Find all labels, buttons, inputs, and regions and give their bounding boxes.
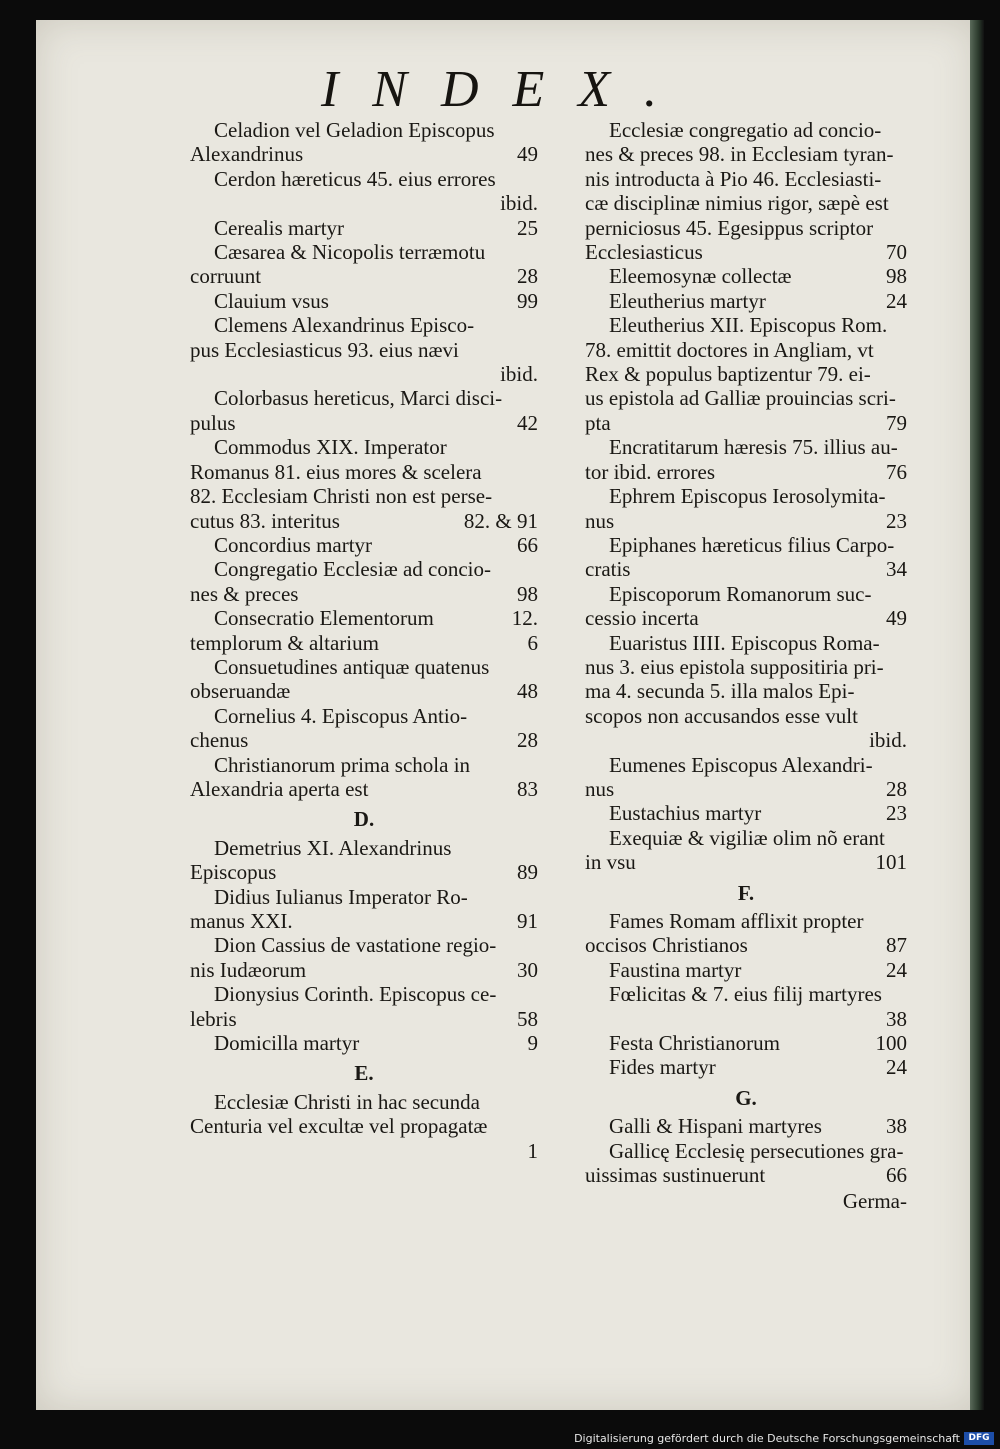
index-entry-line	[190, 362, 538, 386]
page-reference: 79	[886, 410, 907, 435]
index-entry-line	[585, 958, 907, 982]
section-letter: F.	[737, 880, 755, 905]
section-letter: E.	[354, 1061, 374, 1086]
page-edge	[970, 20, 984, 1410]
page-reference: 49	[886, 606, 907, 631]
entry-text: Demetrius XI. Alexandrinus	[214, 835, 452, 860]
index-entry-line	[585, 1139, 907, 1163]
index-entry	[585, 264, 907, 288]
index-entry-line	[190, 435, 538, 459]
entry-text: templorum & altarium	[190, 630, 379, 655]
entry-text: Dion Cassius de vastatione regio-	[214, 933, 497, 958]
index-entry	[190, 386, 538, 435]
entry-text: Colorbasus hereticus, Marci disci-	[214, 386, 503, 411]
entry-text: ma 4. secunda 5. illa malos Epi-	[585, 679, 855, 704]
index-entry-line	[190, 289, 538, 313]
index-entry	[190, 704, 538, 753]
entry-text: corruunt	[190, 264, 262, 289]
entry-text: scopos non accusandos esse vult	[585, 703, 858, 728]
index-entry	[190, 933, 538, 982]
index-entry-line	[190, 728, 538, 752]
page-reference: 38	[886, 1006, 907, 1031]
index-entry-line	[585, 777, 907, 801]
entry-text: Celadion vel Geladion Episcopus	[214, 118, 495, 142]
entry-text: us epistola ad Galliæ prouincias scri-	[585, 386, 896, 411]
index-column-left	[190, 118, 538, 1163]
entry-text: Christianorum prima schola in	[214, 752, 471, 777]
index-entry	[190, 836, 538, 885]
index-entry-line	[190, 909, 538, 933]
entry-text: Ecclesiæ Christi in hac secunda	[214, 1089, 480, 1114]
catchword: Germa-	[842, 1189, 907, 1214]
index-entry	[190, 240, 538, 289]
index-entry	[585, 753, 907, 802]
index-entry-line	[585, 142, 907, 166]
dfg-logo: DFG	[964, 1432, 994, 1445]
page-reference: 100	[875, 1031, 907, 1056]
index-entry	[585, 533, 907, 582]
entry-text: Consecratio Elementorum	[214, 606, 434, 631]
page-reference: 28	[517, 264, 538, 289]
index-entry-line	[585, 557, 907, 581]
entry-text: nes & preces	[190, 581, 299, 606]
entry-text: obseruandæ	[190, 679, 291, 704]
index-entry-line	[585, 606, 907, 630]
index-entry-line	[190, 1090, 538, 1114]
page-reference: 25	[517, 215, 538, 240]
index-entry-line	[585, 801, 907, 825]
index-entry	[585, 582, 907, 631]
page-reference: ibid.	[500, 191, 538, 216]
index-entry-line	[585, 1007, 907, 1031]
entry-text: perniciosus 45. Egesippus scriptor	[585, 215, 874, 240]
page-reference: 9	[527, 1031, 538, 1056]
entry-text: Epiphanes hæreticus filius Carpo-	[609, 532, 895, 557]
page-reference: 99	[517, 288, 538, 313]
index-entry	[585, 289, 907, 313]
index-entry-line	[190, 582, 538, 606]
index-entry-line	[190, 836, 538, 860]
index-entry-line	[190, 533, 538, 557]
entry-text: Clemens Alexandrinus Episco-	[214, 313, 475, 338]
entry-text: Cornelius 4. Episcopus Antio-	[214, 703, 468, 728]
index-entry-line	[585, 679, 907, 703]
index-entry-line	[585, 826, 907, 850]
index-entry-line	[585, 484, 907, 508]
index-entry-line	[190, 557, 538, 581]
book-page	[36, 20, 976, 1410]
entry-text: Consuetudines antiquæ quatenus	[214, 654, 490, 679]
index-entry	[190, 655, 538, 704]
page-reference: 82. & 91	[463, 508, 538, 533]
index-entry	[585, 1031, 907, 1055]
entry-text: Centuria vel excultæ vel propagatæ	[190, 1114, 488, 1139]
index-entry	[190, 313, 538, 386]
entry-text: Faustina martyr	[609, 957, 742, 982]
index-entry-line	[585, 582, 907, 606]
index-entry	[190, 982, 538, 1031]
index-entry	[585, 118, 907, 264]
index-entry	[190, 216, 538, 240]
page-reference: 23	[886, 508, 907, 533]
index-entry	[585, 313, 907, 435]
index-entry-line	[585, 118, 907, 142]
entry-text: pta	[585, 410, 611, 435]
page-reference: ibid.	[500, 362, 538, 387]
entry-text: tor ibid. errores	[585, 459, 716, 484]
index-entry-line	[190, 484, 538, 508]
entry-text: Fœlicitas & 7. eius filij martyres	[609, 982, 882, 1007]
index-entry	[585, 435, 907, 484]
index-entry	[190, 606, 538, 655]
entry-text: Congregatio Ecclesiæ ad concio-	[214, 557, 491, 582]
index-entry	[190, 289, 538, 313]
page-reference: 30	[517, 957, 538, 982]
index-entry-line	[190, 753, 538, 777]
entry-text: Fames Romam afflixit propter	[609, 909, 864, 933]
entry-text: Festa Christianorum	[609, 1031, 780, 1056]
entry-text: Eleutherius martyr	[609, 288, 766, 313]
index-entry	[190, 1090, 538, 1163]
index-entry-line	[585, 533, 907, 557]
entry-text: nis introducta à Pio 46. Ecclesiasti-	[585, 166, 882, 191]
entry-text: Gallicę Ecclesię persecutiones gra-	[609, 1138, 904, 1163]
index-entry-line	[585, 655, 907, 679]
index-entry-line	[190, 460, 538, 484]
entry-text: nis Iudæorum	[190, 957, 307, 982]
entry-text: Eumenes Episcopus Alexandri-	[609, 752, 873, 777]
index-entry-line	[585, 362, 907, 386]
index-entry	[585, 631, 907, 753]
index-entry-line	[585, 1114, 907, 1138]
page-reference: 34	[886, 557, 907, 582]
entry-text: nus	[585, 776, 615, 801]
index-entry-line	[585, 216, 907, 240]
page-reference: 42	[517, 410, 538, 435]
index-column-right	[585, 118, 907, 1214]
index-entry-line	[585, 289, 907, 313]
page-heading: INDEX.	[320, 61, 692, 118]
index-entry-line	[585, 1055, 907, 1079]
index-entry-line	[585, 435, 907, 459]
page-reference: 28	[886, 776, 907, 801]
entry-text: Episcoporum Romanorum suc-	[609, 581, 872, 606]
entry-text: cæ disciplinæ nimius rigor, sæpè est	[585, 191, 889, 216]
index-entry-line	[585, 704, 907, 728]
page-reference: 24	[886, 1055, 907, 1080]
footer-funding-note: Digitalisierung gefördert durch die Deutsche Forschungsgemeinschaft	[574, 1432, 960, 1445]
index-entry	[190, 1031, 538, 1055]
index-entry-line	[190, 411, 538, 435]
page-reference: 49	[517, 142, 538, 167]
entry-text: pus Ecclesiasticus 93. eius nævi	[190, 337, 459, 362]
entry-text: Cerealis martyr	[214, 215, 345, 240]
entry-text: Rex & populus baptizentur 79. ei-	[585, 362, 871, 387]
index-entry-line	[585, 264, 907, 288]
entry-text: Concordius martyr	[214, 532, 373, 557]
entry-text: Dionysius Corinth. Episcopus ce-	[214, 982, 497, 1007]
entry-text: Alexandria aperta est	[190, 776, 369, 801]
index-entry-line	[585, 509, 907, 533]
index-entry-line	[190, 338, 538, 362]
entry-text: Ephrem Episcopus Ierosolymita-	[609, 484, 886, 509]
page-reference: 66	[517, 532, 538, 557]
entry-text: Ecclesiæ congregatio ad concio-	[609, 118, 882, 142]
page-reference: 98	[886, 264, 907, 289]
index-entry-line	[585, 753, 907, 777]
page-reference: 6	[527, 630, 538, 655]
index-entry	[190, 118, 538, 167]
entry-text: Domicilla martyr	[214, 1031, 360, 1056]
index-entry-line	[190, 606, 538, 630]
page-reference: 23	[886, 801, 907, 826]
index-entry-line	[585, 411, 907, 435]
entry-text: cessio incerta	[585, 606, 699, 631]
index-entry-line	[190, 1007, 538, 1031]
entry-text: Clauium vsus	[214, 288, 329, 313]
page-reference: 24	[886, 957, 907, 982]
entry-text: Episcopus	[190, 860, 277, 885]
entry-text: Commodus XIX. Imperator	[214, 435, 447, 460]
index-entry-line	[190, 191, 538, 215]
index-entry	[585, 982, 907, 1031]
entry-text: manus XXI.	[190, 909, 293, 933]
index-entry-line	[190, 631, 538, 655]
entry-text: Encratitarum hæresis 75. illius au-	[609, 435, 898, 460]
entry-text: pulus	[190, 410, 236, 435]
index-entry	[190, 885, 538, 934]
entry-text: 82. Ecclesiam Christi non est perse-	[190, 484, 493, 509]
index-entry-line	[585, 460, 907, 484]
index-entry-line	[190, 240, 538, 264]
entry-text: nes & preces 98. in Ecclesiam tyran-	[585, 142, 894, 167]
index-entry-line	[585, 1163, 907, 1187]
index-entry-line	[190, 860, 538, 884]
entry-text: Didius Iulianus Imperator Ro-	[214, 884, 468, 909]
entry-text: 78. emittit doctores in Angliam, vt	[585, 337, 874, 362]
index-entry-line	[190, 167, 538, 191]
index-entry	[190, 557, 538, 606]
index-entry-line	[585, 1031, 907, 1055]
index-entry-line	[190, 933, 538, 957]
index-entry	[585, 909, 907, 958]
index-entry-line	[190, 885, 538, 909]
index-entry	[585, 826, 907, 875]
index-entry-line	[190, 264, 538, 288]
entry-text: Romanus 81. eius mores & scelera	[190, 459, 482, 484]
entry-text: lebris	[190, 1006, 237, 1031]
entry-text: Cæsarea & Nicopolis terræmotu	[214, 240, 486, 265]
entry-text: Eleemosynæ collectæ	[609, 264, 792, 289]
index-entry-line	[190, 1031, 538, 1055]
page-reference: 66	[886, 1163, 907, 1188]
index-entry	[585, 484, 907, 533]
entry-text: Fides martyr	[609, 1055, 716, 1080]
entry-text: occisos Christianos	[585, 933, 748, 958]
index-entry	[585, 1139, 907, 1188]
index-entry-line	[190, 509, 538, 533]
entry-text: chenus	[190, 728, 249, 753]
page-reference: 87	[886, 933, 907, 958]
index-entry-line	[190, 704, 538, 728]
page-reference: ibid.	[869, 728, 907, 753]
entry-text: Euaristus IIII. Episcopus Roma-	[609, 630, 880, 655]
entry-text: in vsu	[585, 850, 636, 875]
index-entry-line	[585, 191, 907, 215]
index-entry	[190, 435, 538, 533]
entry-text: Eustachius martyr	[609, 801, 762, 826]
entry-text: Alexandrinus	[190, 142, 304, 167]
page-reference: 101	[875, 850, 907, 875]
index-entry-line	[585, 631, 907, 655]
index-entry-line	[190, 655, 538, 679]
index-entry-line	[585, 167, 907, 191]
page-reference: 89	[517, 860, 538, 885]
index-entry-line	[585, 313, 907, 337]
entry-text: Eleutherius XII. Episcopus Rom.	[609, 313, 888, 338]
index-entry-line	[585, 909, 907, 933]
index-entry-line	[190, 777, 538, 801]
index-entry	[190, 753, 538, 802]
index-entry-line	[190, 142, 538, 166]
index-entry-line	[190, 216, 538, 240]
index-entry-line	[190, 958, 538, 982]
entry-text: Galli & Hispani martyres	[609, 1114, 822, 1139]
index-entry-line	[190, 118, 538, 142]
section-letter: D.	[353, 807, 375, 832]
index-entry-line	[585, 240, 907, 264]
index-entry-line	[585, 386, 907, 410]
entry-text: nus 3. eius epistola suppositiria pri-	[585, 654, 884, 679]
page-reference: 24	[886, 288, 907, 313]
page-reference: 70	[886, 240, 907, 265]
index-entry-line	[190, 1114, 538, 1138]
index-entry	[585, 801, 907, 825]
page-reference: 76	[886, 459, 907, 484]
index-entry-line	[585, 850, 907, 874]
entry-text: nus	[585, 508, 615, 533]
page-reference: 98	[517, 581, 538, 606]
index-entry	[190, 533, 538, 557]
index-entry-line	[190, 313, 538, 337]
entry-text: cratis	[585, 557, 631, 582]
index-entry	[190, 167, 538, 216]
entry-text: Cerdon hæreticus 45. eius errores	[214, 166, 496, 191]
index-entry	[585, 958, 907, 982]
index-entry-line	[585, 338, 907, 362]
index-entry-line	[585, 933, 907, 957]
index-entry-line	[585, 728, 907, 752]
index-entry-line	[190, 1139, 538, 1163]
page-reference: 28	[517, 728, 538, 753]
entry-text: Ecclesiasticus	[585, 240, 703, 265]
page-reference: 38	[886, 1114, 907, 1139]
page-reference: 83	[517, 776, 538, 801]
page-reference: 48	[517, 679, 538, 704]
index-entry-line	[190, 982, 538, 1006]
index-entry-line	[585, 982, 907, 1006]
index-entry-line	[190, 386, 538, 410]
section-letter: G.	[735, 1085, 757, 1110]
index-entry	[585, 1114, 907, 1138]
page-reference: 91	[517, 909, 538, 933]
entry-text: uissimas sustinuerunt	[585, 1163, 766, 1188]
entry-text: Exequiæ & vigiliæ olim nõ erant	[609, 825, 885, 850]
page-reference: 12.	[511, 606, 538, 631]
page-reference: 1	[527, 1138, 538, 1163]
index-entry-line	[190, 679, 538, 703]
page-reference: 58	[517, 1006, 538, 1031]
index-entry	[585, 1055, 907, 1079]
entry-text: cutus 83. interitus	[190, 508, 340, 533]
